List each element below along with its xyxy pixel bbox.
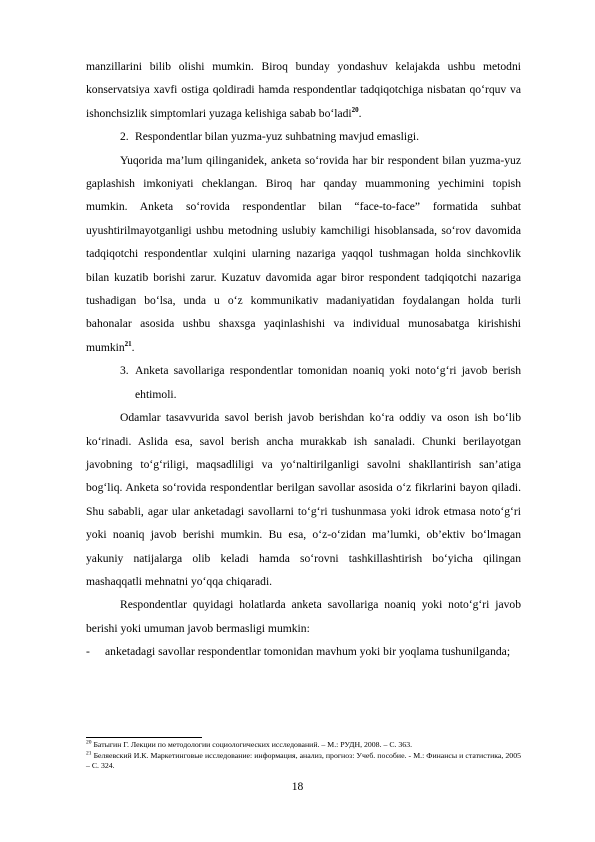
list-item-2-text: Respondentlar bilan yuzma-yuz suhbatning mavjud emasligi. [135, 130, 419, 144]
paragraph-4: Respondentlar quyidagi holatlarda anketa savollariga noaniq yoki noto‘g‘ri javob berishi yoki umuman javob bermasligi mumkin: [86, 598, 521, 635]
paragraph-3: Odamlar tasavvurida savol berish javob berishdan ko‘ra oddiy va oson ish bo‘lib ko‘rinadi. Aslida esa, savol berish ancha murakkab ish sanaladi. Chunki berilayotgan javobning to‘g‘riligi, maqsadliligi va yo‘naltirilganligi savolni shakllantirish san’atiga bog‘liq. Anketa so‘rovida respondentlar berilgan savollar asosida o‘z fikrlarini bayon qiladi. Shu sababli, agar ular anketadagi savollarni to‘g‘ri tushunmasa yoki idrok etmasa noto‘g‘ri yoki noaniq javob berishi mumkin. Bu esa, o‘z-o‘zidan ma’lumki, ob’ektiv bo‘lmagan yakuniy natijalarga olib keladi hamda so‘rovni tashkillashtirish bo‘yicha qilingan mashaqqatli mehnatni yo‘qqa chiqaradi. [86, 411, 521, 588]
footnote-20 [86, 740, 521, 751]
dash-marker: - [86, 645, 90, 659]
paragraph-2 [86, 149, 521, 360]
list-item-2-number: 2. [120, 130, 129, 144]
paragraph-2-text: Yuqorida ma’lum qilinganidek, anketa so‘rovida har bir respondent bilan yuzma-yuz gaplashish imkoniyati cheklangan. Biroq har qanday muammoning yechimini topish mumkin. Anketa so‘rovida respondentlar bilan “face-to-face” formatida suhbat uyushtirilmayotganligi ushbu metodning uslubiy kamchiligi hisoblansada, so‘rov davomida tadqiqotchi respondentlar xulqini ularning nazariga yaqqol tushmagan holda sinchkovlik bilan kuzatib borishi zarur. Kuzatuv davomida agar biror respondent tadqiqotchi nazariga tushadigan bo‘lsa, unda u o‘z kommunikativ madaniyatidan foydalangan holda turli bahonalar asosida ushbu shaxsga yaqinlashishi va individual munosabatga kirishishi mumkin [86, 153, 521, 354]
dash-list-item [86, 640, 521, 663]
footnote-20-number: 20 [86, 739, 92, 746]
paragraph-1-text: manzillarini bilib olishi mumkin. Biroq bunday yondashuv kelajakda ushbu metodni konservatsiya xavfi ostiga qoldiradi hamda respondentlar tadqiqotchiga nisbatan qo‘rquv va ishonchsizlik simptomlari yuzaga kelishiga sabab bo‘ladi [86, 60, 521, 120]
footnote-21-number: 21 [86, 750, 92, 756]
footnote-ref-20[interactable]: 20 [351, 105, 359, 114]
footnote-ref-21[interactable]: 21 [124, 340, 132, 349]
paragraph-1-end: . [358, 106, 362, 120]
footnotes [86, 740, 521, 772]
list-item-3 [86, 359, 521, 406]
paragraph-2-end: . [131, 340, 135, 354]
list-item-3-text: Anketa savollariga respondentlar tomonidan noaniq yoki noto‘g‘ri javob berish ehtimoli. [135, 364, 521, 401]
footnote-21 [86, 751, 521, 772]
page-number: 18 [291, 780, 304, 793]
footnote-divider [86, 737, 202, 738]
list-item-2 [86, 125, 521, 148]
dash-list-item-text: anketadagi savollar respondentlar tomonidan mavhum yoki bir yoqlama tushunilganda; [105, 645, 511, 659]
footnote-20-text: Батыгин Г. Лекции по методологии социологических исследований. – М.: РУДН, 2008. – С. 363. [93, 740, 413, 749]
paragraph-1 [86, 55, 521, 125]
body-text [86, 55, 521, 664]
list-item-3-number: 3. [120, 364, 129, 378]
footnote-21-text: Беляевский И.К. Маркетинговые исследование: информация, анализ, прогноз: Учеб. пособие. - М.: Финансы и статистика, 2005 – С. 324. [86, 750, 521, 771]
